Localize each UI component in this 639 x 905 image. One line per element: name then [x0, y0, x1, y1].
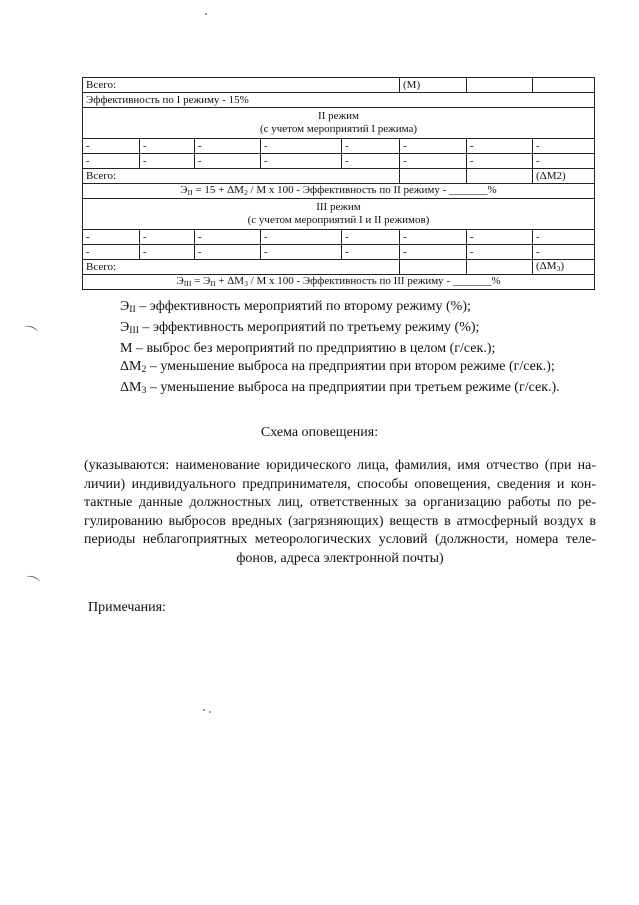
total-label: Всего: — [83, 78, 400, 93]
formula-symbol: Э — [176, 275, 184, 288]
table-row — [83, 199, 595, 230]
table-cell: - — [533, 245, 595, 260]
table-row — [83, 275, 595, 290]
mode3-subtitle: (с учетом мероприятий I и II режимов) — [247, 214, 430, 226]
legend-text: – уменьшение выброса на предприятии при третьем режиме (г/сек.). — [146, 380, 560, 395]
table-cell: - — [342, 245, 400, 260]
punch-hole-mark: ⌒ — [22, 575, 41, 594]
formula-text: = Э — [191, 275, 211, 288]
paragraph-line: фонов, адреса электронной почты) — [236, 550, 444, 566]
notes-label: Примечания: — [88, 600, 166, 615]
notification-scheme-text — [84, 457, 596, 568]
table-cell: - — [467, 154, 533, 169]
table-cell: - — [261, 245, 342, 260]
table-cell: - — [140, 245, 195, 260]
legend-item — [120, 340, 600, 358]
formula-mode3 — [83, 275, 595, 290]
legend-text: М – выброс без мероприятий по предприятию в целом (г/сек.); — [120, 341, 496, 356]
total-value-text: (ΔM — [536, 260, 557, 273]
table-cell: - — [400, 245, 467, 260]
table-cell: - — [195, 139, 261, 154]
paragraph-line: личии) индивидуального предпринимателя, способы оповещения, сведения и кон- — [84, 476, 596, 492]
table-cell — [400, 260, 467, 275]
table-cell: - — [467, 245, 533, 260]
scan-speck — [205, 13, 207, 15]
scan-speck — [209, 711, 211, 713]
table-cell: - — [342, 230, 400, 245]
formula-subscript: III — [183, 279, 192, 289]
punch-hole-mark: ⌒ — [20, 325, 39, 344]
formula-percent: % — [491, 275, 501, 288]
table-cell: - — [140, 230, 195, 245]
table-cell: - — [195, 230, 261, 245]
paragraph-line: (указываются: наименование юридического лица, фамилия, имя отчество (при на- — [84, 458, 596, 473]
table-cell: - — [83, 154, 140, 169]
notification-scheme-title: Схема оповещения: — [260, 425, 379, 440]
legend-text: – уменьшение выброса на предприятии при втором режиме (г/сек.); — [146, 359, 555, 374]
table-cell — [533, 78, 595, 93]
table-row — [83, 230, 595, 245]
legend-item — [120, 379, 600, 400]
table-cell: - — [400, 230, 467, 245]
legend-symbol: Э — [120, 320, 130, 335]
legend-subscript: II — [129, 304, 136, 315]
table-cell: - — [400, 154, 467, 169]
total-value — [533, 260, 595, 275]
total-value: (ΔM2) — [533, 169, 595, 184]
scan-speck — [203, 709, 205, 711]
table-row — [83, 108, 595, 139]
formula-subscript: 2 — [243, 188, 248, 198]
total-label: Всего: — [83, 260, 400, 275]
table-row — [83, 154, 595, 169]
legend-symbol: Э — [120, 299, 130, 314]
table-cell: - — [533, 139, 595, 154]
mode2-title: II режим — [318, 110, 359, 123]
legend-text: – эффективность мероприятий по третьему режиму (%); — [139, 320, 480, 335]
total-value-subscript: 3 — [556, 264, 561, 274]
table-cell: - — [533, 230, 595, 245]
table-cell: - — [261, 139, 342, 154]
formula-subscript: II — [187, 188, 193, 198]
emissions-table — [82, 77, 595, 290]
mode3-header — [83, 199, 595, 230]
table-cell: - — [261, 154, 342, 169]
table-row — [83, 139, 595, 154]
formula-blank: _______ — [452, 275, 492, 288]
formula-subscript: 3 — [244, 279, 248, 289]
formula-text: / M х 100 - Эффективность по II режиму - — [247, 184, 450, 197]
total-label: Всего: — [83, 169, 400, 184]
table-cell — [467, 169, 533, 184]
table-cell: - — [195, 154, 261, 169]
table-cell — [467, 78, 533, 93]
table-row — [83, 184, 595, 199]
formula-text: / M х 100 - Эффективность по III режиму - — [247, 275, 453, 288]
legend-item — [120, 358, 600, 379]
table-cell: - — [342, 139, 400, 154]
legend-symbol: ΔM — [120, 380, 142, 395]
table-row — [83, 93, 595, 108]
table-cell: - — [140, 154, 195, 169]
table-cell: - — [140, 139, 195, 154]
legend-item — [120, 298, 600, 319]
total-value: (M) — [400, 78, 467, 93]
legend — [120, 298, 600, 400]
legend-subscript: 2 — [141, 364, 147, 375]
total-value-text: ) — [560, 260, 565, 273]
formula-blank: _______ — [449, 184, 488, 197]
table-cell: - — [261, 230, 342, 245]
formula-mode2 — [83, 184, 595, 199]
legend-subscript: III — [129, 325, 140, 336]
formula-text: = 15 + ΔM — [192, 184, 244, 197]
legend-text: – эффективность мероприятий по второму режиму (%); — [135, 299, 471, 314]
formula-percent: % — [487, 184, 497, 197]
table-cell: - — [467, 230, 533, 245]
table-row — [83, 245, 595, 260]
table-cell: - — [400, 139, 467, 154]
table-cell: - — [342, 154, 400, 169]
paragraph-line: гулированию выбросов вредных (загрязняющих) веществ в атмосферный воздух в — [84, 513, 596, 529]
table-cell — [400, 169, 467, 184]
efficiency-mode1: Эффективность по I режиму - 15% — [83, 93, 595, 108]
table-row — [83, 169, 595, 184]
mode2-header — [83, 108, 595, 139]
mode2-subtitle: (с учетом мероприятий I режима) — [259, 123, 418, 135]
formula-subscript: II — [210, 279, 216, 289]
formula-symbol: Э — [180, 184, 188, 197]
table-row — [83, 260, 595, 275]
table-cell: - — [195, 245, 261, 260]
table-cell — [467, 260, 533, 275]
table-row — [83, 78, 595, 93]
table-cell: - — [533, 154, 595, 169]
paragraph-line: тактные данные должностных лиц, ответственных за организацию работы по ре- — [84, 495, 596, 510]
legend-item — [120, 319, 600, 340]
legend-symbol: ΔM — [120, 359, 142, 374]
table-cell: - — [83, 245, 140, 260]
table-cell: - — [83, 230, 140, 245]
legend-subscript: 3 — [141, 385, 147, 396]
mode3-title: III режим — [316, 201, 361, 214]
table-cell: - — [467, 139, 533, 154]
paragraph-line: периоды неблагоприятных метеорологических условий (должности, номера теле- — [84, 532, 596, 547]
table-cell: - — [83, 139, 140, 154]
formula-text: + ΔM — [215, 275, 245, 288]
